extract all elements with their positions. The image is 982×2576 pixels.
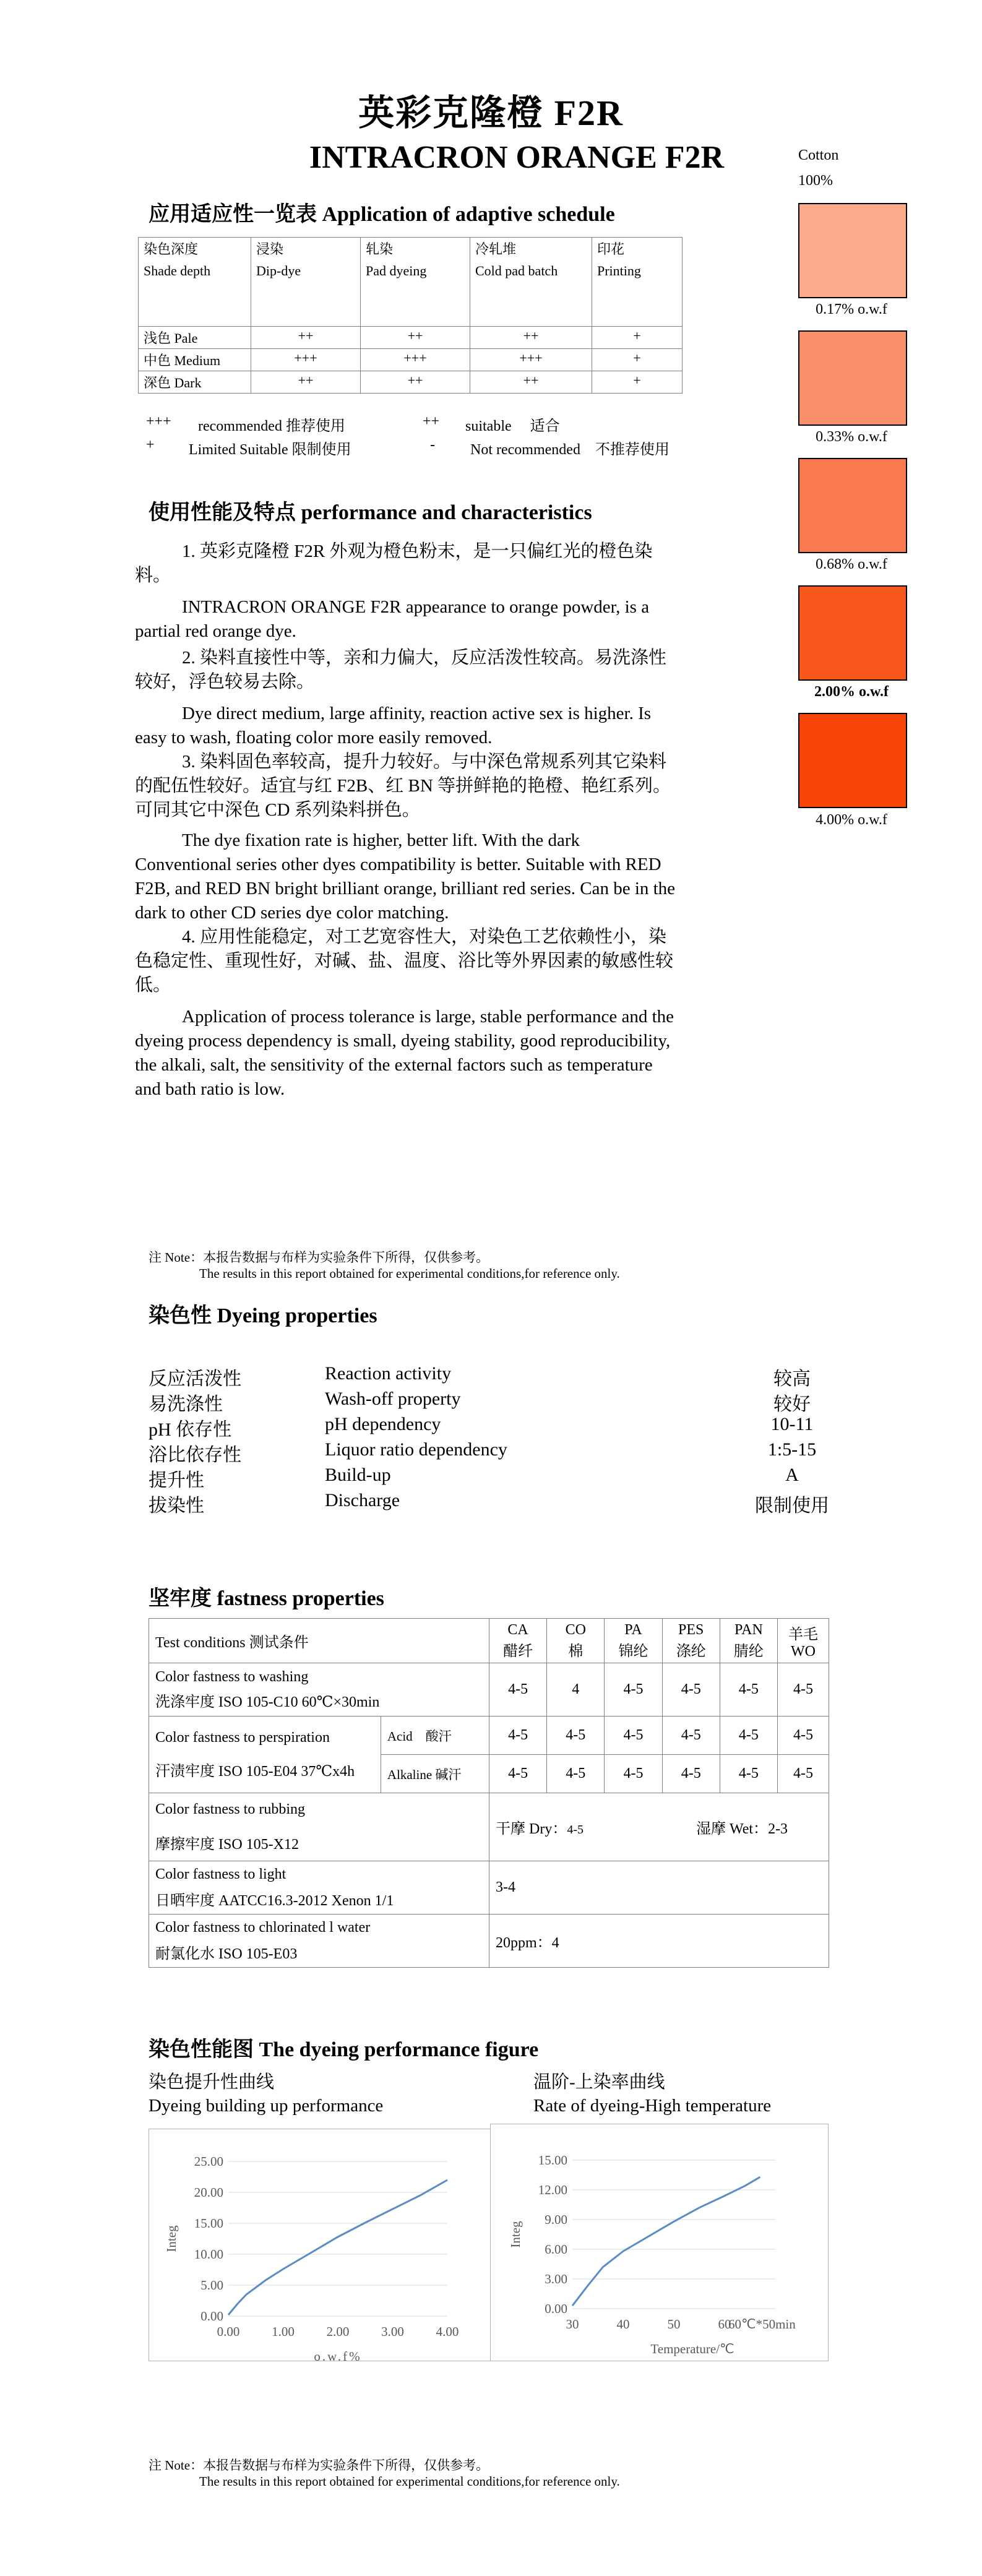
performance-paragraph: 4. 应用性能稳定，对工艺宽容性大，对染色工艺依赖性小，染色稳定性、重现性好，对碱、盐、温度、浴比等外界因素的敏感性较低。 bbox=[135, 927, 674, 995]
legend-symbol: +++ bbox=[146, 413, 171, 429]
x-tick-label: 60 bbox=[718, 2317, 731, 2332]
y-tick-label: 15.00 bbox=[538, 2153, 567, 2168]
acid-label: Acid 酸汗 bbox=[381, 1717, 489, 1755]
legend-text: Limited Suitable 限制使用 bbox=[189, 442, 351, 458]
adaptive-table bbox=[138, 237, 683, 394]
adaptive-cell: 中色 Medium bbox=[139, 349, 251, 371]
fiber-column-header: PAN 腈纶 bbox=[720, 1619, 777, 1663]
color-swatch bbox=[798, 330, 907, 426]
adaptive-cell: ++ bbox=[251, 371, 361, 394]
rubbing-values: 干摩 Dry：4-5 湿摩 Wet：2-3 bbox=[489, 1793, 829, 1861]
property-name-en: Wash-off property bbox=[325, 1389, 461, 1409]
fastness-value: 4-5 bbox=[489, 1663, 547, 1717]
property-name-en: Discharge bbox=[325, 1490, 400, 1510]
fastness-value: 4-5 bbox=[778, 1717, 829, 1755]
temperature-chart bbox=[490, 2124, 829, 2361]
adaptive-header-cell: 冷轧堆 Cold pad batch bbox=[470, 238, 592, 327]
fastness-value: 4-5 bbox=[778, 1663, 829, 1717]
fastness-value: 4-5 bbox=[547, 1717, 605, 1755]
fastness-value: 4 bbox=[547, 1663, 605, 1717]
swatch-label: 2.00% o.w.f bbox=[814, 684, 889, 700]
adaptive-cell: 浅色 Pale bbox=[139, 327, 251, 349]
legend-symbol: ++ bbox=[423, 413, 440, 429]
fastness-table bbox=[149, 1618, 829, 1968]
fastness-value: 4-5 bbox=[605, 1755, 662, 1793]
swatch-label: 0.33% o.w.f bbox=[816, 429, 887, 445]
left-chart-title-en: Dyeing building up performance bbox=[149, 2096, 384, 2116]
test-conditions-cell: Test conditions 测试条件 bbox=[149, 1619, 489, 1663]
adaptive-cell: +++ bbox=[470, 349, 592, 371]
color-swatch bbox=[798, 203, 907, 298]
y-tick-label: 12.00 bbox=[538, 2182, 567, 2197]
adaptive-cell: +++ bbox=[361, 349, 470, 371]
y-tick-label: 0.00 bbox=[545, 2301, 567, 2316]
legend-text: suitable 适合 bbox=[465, 418, 560, 434]
adaptive-cell: ++ bbox=[361, 327, 470, 349]
performance-paragraph: Application of process tolerance is large, stable performance and the dyeing process dependency is small, dyeing stability, good reproducibility, the alkali, salt, the sensitivity of the external factors such as temperature and bath ratio is low. bbox=[135, 1007, 674, 1099]
x-tick-label: 3.00 bbox=[381, 2324, 404, 2339]
fastness-value: 4-5 bbox=[720, 1755, 777, 1793]
legend-symbol: + bbox=[146, 437, 155, 453]
color-swatch bbox=[798, 585, 907, 681]
legend-symbol: - bbox=[430, 437, 435, 453]
adaptive-cell: +++ bbox=[251, 349, 361, 371]
x-tick-label: 2.00 bbox=[326, 2324, 350, 2339]
x-tick-label: 4.00 bbox=[436, 2324, 459, 2339]
dyeing-props-heading: 染色性 Dyeing properties bbox=[149, 1304, 377, 1327]
x-axis-label: o.w.f% bbox=[314, 2349, 362, 2361]
x-tick-label: 50 bbox=[667, 2317, 681, 2332]
property-name-en: Reaction activity bbox=[325, 1363, 452, 1384]
adaptive-cell: ++ bbox=[470, 327, 592, 349]
swatch-header-percent: 100% bbox=[798, 173, 833, 189]
property-name-cn: 反应活泼性 bbox=[149, 1369, 241, 1389]
performance-text bbox=[135, 540, 679, 1101]
fastness-value: 4-5 bbox=[720, 1663, 777, 1717]
right-chart-title-en: Rate of dyeing-High temperature bbox=[533, 2096, 772, 2116]
fiber-column-header: PES 涤纶 bbox=[662, 1619, 720, 1663]
y-axis-label: Integ bbox=[164, 2225, 179, 2252]
fastness-value: 4-5 bbox=[489, 1755, 547, 1793]
y-tick-label: 6.00 bbox=[545, 2242, 567, 2257]
adaptive-header-cell: 印花 Printing bbox=[592, 238, 683, 327]
x-tick-extra-label: 60℃*50min bbox=[728, 2317, 796, 2332]
fiber-column-header: 羊毛 WO bbox=[778, 1619, 829, 1663]
fastness-value: 4-5 bbox=[605, 1663, 662, 1717]
swatch-label: 4.00% o.w.f bbox=[816, 812, 887, 828]
property-value: A bbox=[785, 1465, 799, 1485]
fiber-column-header: CO 棉 bbox=[547, 1619, 605, 1663]
x-tick-label: 1.00 bbox=[272, 2324, 295, 2339]
performance-paragraph: The dye fixation rate is higher, better lift. With the dark Conventional series other dyes compatibility is better. Suitable with RED F2B, and RED BN bright brilliant orange, brilliant red series. Can be in the dark to other CD series dye color matching. bbox=[135, 830, 676, 923]
note-cn-bottom: 注 Note：本报告数据与布样为实验条件下所得，仅供参考。 bbox=[149, 2458, 489, 2473]
property-name-cn: pH 依存性 bbox=[149, 1419, 232, 1440]
property-name-cn: 提升性 bbox=[149, 1470, 204, 1491]
legend-text: recommended 推荐使用 bbox=[198, 418, 345, 434]
fastness-value: 4-5 bbox=[605, 1717, 662, 1755]
fiber-column-header: CA 醋纤 bbox=[489, 1619, 547, 1663]
property-value: 1:5-15 bbox=[767, 1439, 817, 1460]
adaptive-header-cell: 轧染 Pad dyeing bbox=[361, 238, 470, 327]
adaptive-row bbox=[139, 349, 683, 371]
x-axis-label: Temperature/℃ bbox=[650, 2341, 734, 2356]
fastness-value: 4-5 bbox=[662, 1755, 720, 1793]
performance-paragraph: 3. 染料固色率较高，提升力较好。与中深色常规系列其它染料的配伍性较好。适宜与红 F2B、红 BN 等拼鲜艳的艳橙、艳红系列。可同其它中深色 CD 系列染料拼色。 bbox=[135, 752, 671, 820]
y-tick-label: 3.00 bbox=[545, 2272, 567, 2286]
adaptive-header-cell: 染色深度 Shade depth bbox=[139, 238, 251, 327]
performance-paragraph: Dye direct medium, large affinity, reaction active sex is higher. Is easy to wash, floating color more easily removed. bbox=[135, 704, 652, 747]
x-tick-label: 0.00 bbox=[217, 2324, 240, 2339]
adaptive-cell: ++ bbox=[361, 371, 470, 394]
adaptive-cell: ++ bbox=[251, 327, 361, 349]
alkaline-label: Alkaline 碱汗 bbox=[381, 1755, 489, 1793]
y-tick-label: 20.00 bbox=[194, 2185, 223, 2200]
x-tick-label: 30 bbox=[566, 2317, 579, 2332]
light-label: Color fastness to light 日晒牢度 AATCC16.3-2012 Xenon 1/1 bbox=[149, 1861, 489, 1915]
temperature-chart-svg bbox=[491, 2124, 828, 2361]
property-value: 10-11 bbox=[770, 1414, 814, 1434]
property-value: 较好 bbox=[773, 1394, 811, 1415]
note-cn: 注 Note：本报告数据与布样为实验条件下所得，仅供参考。 bbox=[149, 1250, 489, 1265]
light-row bbox=[149, 1861, 829, 1915]
adaptive-cell: ++ bbox=[470, 371, 592, 394]
fastness-heading: 坚牢度 fastness properties bbox=[149, 1587, 384, 1610]
chlorine-value: 20ppm：4 bbox=[489, 1915, 829, 1968]
right-chart-title-cn: 温阶-上染率曲线 bbox=[533, 2072, 665, 2092]
legend-text: Not recommended 不推荐使用 bbox=[470, 442, 670, 458]
y-tick-label: 10.00 bbox=[194, 2247, 223, 2262]
fastness-value: 4-5 bbox=[662, 1717, 720, 1755]
title-en: INTRACRON ORANGE F2R bbox=[309, 140, 725, 175]
fastness-value: 4-5 bbox=[778, 1755, 829, 1793]
perspiration-acid-row bbox=[149, 1717, 829, 1755]
property-value: 较高 bbox=[773, 1369, 811, 1389]
property-name-en: Build-up bbox=[325, 1465, 391, 1485]
chlorine-label: Color fastness to chlorinated l water 耐氯化水 ISO 105-E03 bbox=[149, 1915, 489, 1968]
y-axis-label: Integ bbox=[508, 2221, 523, 2248]
rubbing-row bbox=[149, 1793, 829, 1861]
performance-paragraph: 1. 英彩克隆橙 F2R 外观为橙色粉末，是一只偏红光的橙色染料。 bbox=[135, 541, 653, 585]
performance-paragraph: INTRACRON ORANGE F2R appearance to orange powder, is a partial red orange dye. bbox=[135, 597, 650, 641]
washing-row bbox=[149, 1663, 829, 1717]
data-series-line bbox=[572, 2177, 760, 2306]
performance-heading: 使用性能及特点 performance and characteristics bbox=[149, 501, 592, 524]
fiber-column-header: PA 锦纶 bbox=[605, 1619, 662, 1663]
swatch-label: 0.17% o.w.f bbox=[816, 301, 887, 317]
property-name-cn: 拔染性 bbox=[149, 1496, 204, 1516]
x-tick-label: 40 bbox=[616, 2317, 630, 2332]
adaptive-header-cell: 浸染 Dip-dye bbox=[251, 238, 361, 327]
fastness-value: 4-5 bbox=[720, 1717, 777, 1755]
y-tick-label: 5.00 bbox=[200, 2278, 223, 2293]
swatch-label: 0.68% o.w.f bbox=[816, 556, 887, 572]
title-cn: 英彩克隆橙 F2R bbox=[358, 93, 624, 133]
adaptive-row bbox=[139, 371, 683, 394]
y-tick-label: 25.00 bbox=[194, 2154, 223, 2169]
property-value: 限制使用 bbox=[755, 1496, 829, 1516]
figure-heading: 染色性能图 The dyeing performance figure bbox=[149, 2038, 539, 2061]
left-chart-title-cn: 染色提升性曲线 bbox=[149, 2072, 275, 2092]
adaptive-cell: 深色 Dark bbox=[139, 371, 251, 394]
color-swatch bbox=[798, 713, 907, 808]
rubbing-label: Color fastness to rubbing 摩擦牢度 ISO 105-X12 bbox=[149, 1793, 489, 1861]
property-name-cn: 浴比依存性 bbox=[149, 1445, 241, 1465]
y-tick-label: 9.00 bbox=[545, 2212, 567, 2227]
adaptive-cell: + bbox=[592, 327, 683, 349]
property-name-cn: 易洗涤性 bbox=[149, 1394, 223, 1415]
property-name-en: Liquor ratio dependency bbox=[325, 1439, 507, 1460]
washing-label: Color fastness to washing 洗涤牢度 ISO 105-C10 60℃×30min bbox=[149, 1663, 489, 1717]
adaptive-heading: 应用适应性一览表 Application of adaptive schedule bbox=[149, 203, 615, 226]
adaptive-cell: + bbox=[592, 371, 683, 394]
fastness-value: 4-5 bbox=[662, 1663, 720, 1717]
property-name-en: pH dependency bbox=[325, 1414, 441, 1434]
data-series-line bbox=[228, 2180, 447, 2315]
chlorine-row bbox=[149, 1915, 829, 1968]
adaptive-cell: + bbox=[592, 349, 683, 371]
color-swatch bbox=[798, 458, 907, 553]
performance-paragraph: 2. 染料直接性中等，亲和力偏大，反应活泼性较高。易洗涤性较好，浮色较易去除。 bbox=[135, 648, 667, 692]
fastness-value: 4-5 bbox=[547, 1755, 605, 1793]
adaptive-row bbox=[139, 327, 683, 349]
note-en: The results in this report obtained for experimental conditions,for reference only. bbox=[199, 1266, 620, 1281]
y-tick-label: 15.00 bbox=[194, 2216, 223, 2231]
perspiration-label: Color fastness to perspiration 汗渍牢度 ISO 105-E04 37℃x4h bbox=[149, 1717, 381, 1793]
note-en-bottom: The results in this report obtained for experimental conditions,for reference only. bbox=[199, 2474, 620, 2489]
fastness-value: 4-5 bbox=[489, 1717, 547, 1755]
buildup-chart bbox=[149, 2129, 493, 2361]
y-tick-label: 0.00 bbox=[200, 2309, 223, 2324]
swatch-header-fiber: Cotton bbox=[798, 147, 839, 163]
buildup-chart-svg bbox=[149, 2129, 493, 2361]
light-value: 3-4 bbox=[489, 1861, 829, 1915]
